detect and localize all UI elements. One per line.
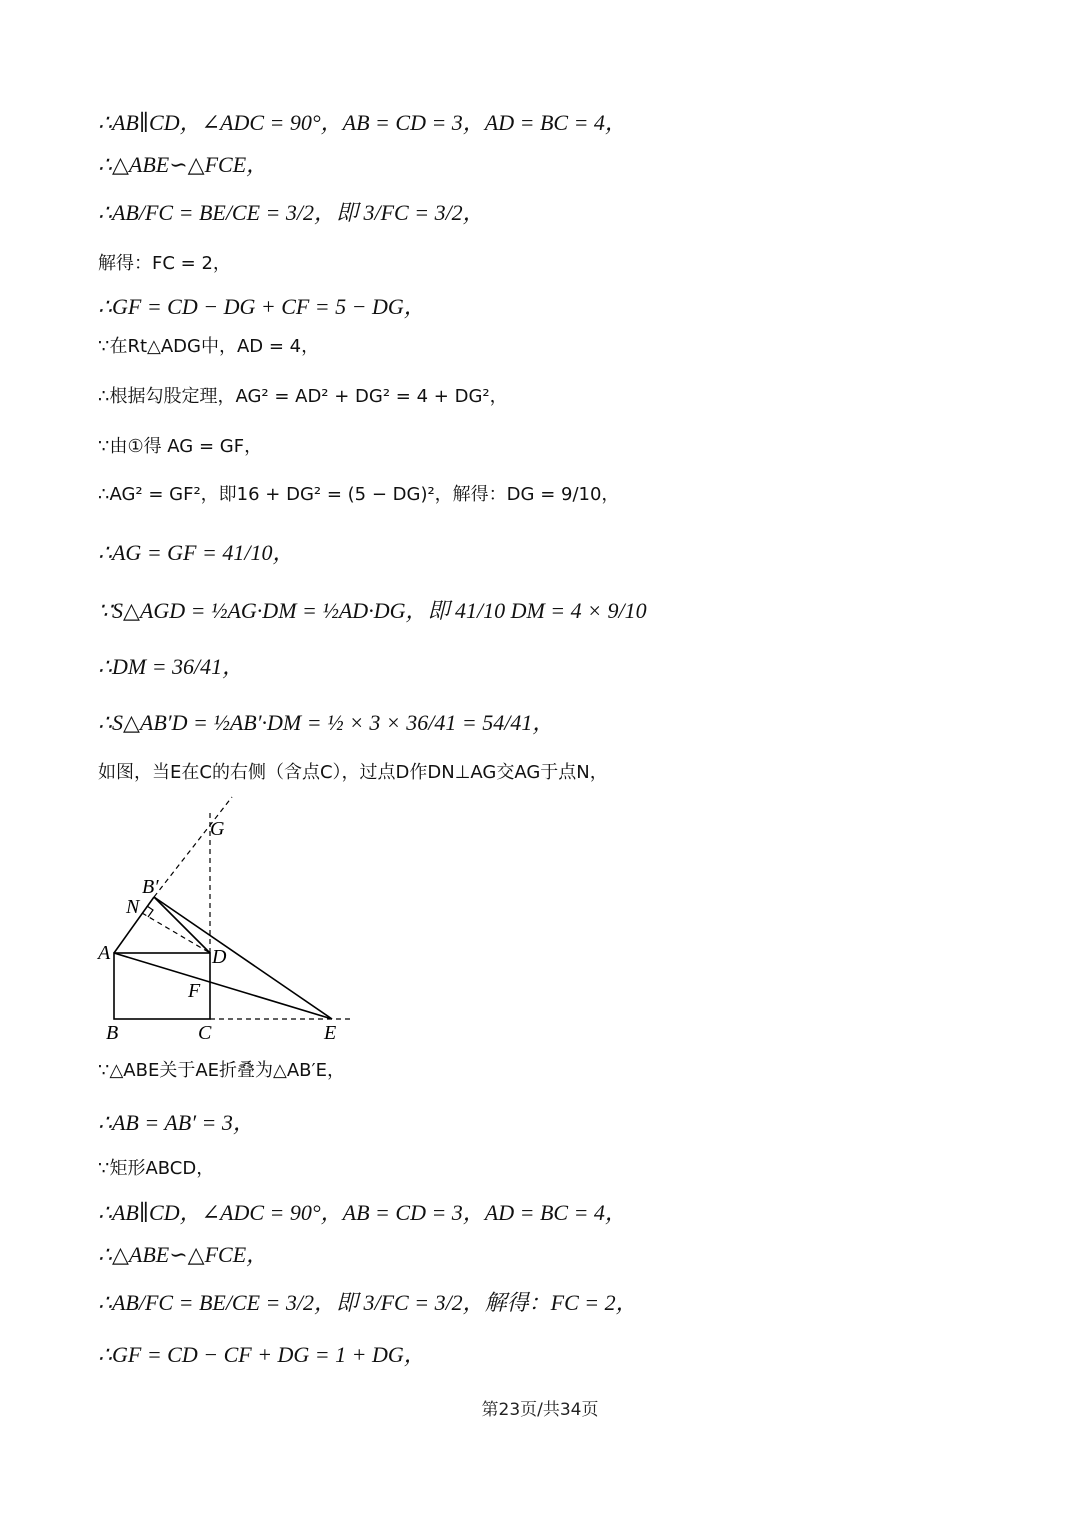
text-line-1: ∴AB∥CD，∠ADC = 90°，AB = CD = 3，AD = BC = 4， <box>98 110 627 135</box>
label-c: C <box>198 1022 212 1044</box>
text-line-7: ∴根据勾股定理，AG² = AD² + DG² = 4 + DG²， <box>98 386 508 407</box>
text-line-8: ∵由①得 AG = GF， <box>98 436 263 457</box>
text-line-20: ∴AB/FC = BE/CE = 3/2，即 3/FC = 3/2，解得：FC = 2， <box>98 1290 638 1315</box>
right-angle-mark <box>147 906 153 917</box>
label-b: B <box>106 1022 119 1044</box>
text-line-11: ∵S△AGD = ½AG·DM = ½AD·DG，即 41/10 DM = 4 × 9/10 <box>98 598 647 623</box>
text-line-15: ∵△ABE关于AE折叠为△AB′E， <box>98 1060 345 1081</box>
label-d: D <box>212 946 227 968</box>
text-line-17: ∵矩形ABCD， <box>98 1158 215 1179</box>
text-line-18: ∴AB∥CD，∠ADC = 90°，AB = CD = 3，AD = BC = 4， <box>98 1200 627 1225</box>
geometry-figure <box>92 795 362 1045</box>
label-a: A <box>98 942 111 964</box>
text-line-21: ∴GF = CD − CF + DG = 1 + DG， <box>98 1342 426 1367</box>
label-n: N <box>126 896 140 918</box>
text-line-12: ∴DM = 36/41， <box>98 654 245 679</box>
text-line-14: 如图，当E在C的右侧（含点C），过点D作DN⊥AG交AG于点N， <box>98 762 608 783</box>
text-line-19: ∴△ABE∽△FCE， <box>98 1242 269 1267</box>
segment-b-prime-e <box>154 897 332 1019</box>
page-footer: 第23页/共34页 <box>481 1400 599 1420</box>
text-line-2: ∴△ABE∽△FCE， <box>98 152 269 177</box>
label-g: G <box>210 818 225 840</box>
text-line-13: ∴S△AB′D = ½AB′·DM = ½ × 3 × 36/41 = 54/41， <box>98 710 555 735</box>
text-line-16: ∴AB = AB′ = 3， <box>98 1110 255 1135</box>
text-line-3: ∴AB/FC = BE/CE = 3/2，即 3/FC = 3/2， <box>98 200 485 225</box>
text-line-4: 解得：FC = 2， <box>98 253 231 274</box>
text-line-5: ∴GF = CD − DG + CF = 5 − DG， <box>98 294 426 319</box>
segment-b-prime-d <box>154 897 210 953</box>
label-b-prime: B′ <box>142 876 159 898</box>
text-line-6: ∵在Rt△ADG中，AD = 4， <box>98 336 320 357</box>
line-b-prime-g-dashed <box>154 797 232 897</box>
label-f: F <box>188 980 201 1002</box>
text-line-9: ∴AG² = GF²，即16 + DG² = (5 − DG)²，解得：DG = 9/10， <box>98 484 620 505</box>
text-line-10: ∴AG = GF = 41/10， <box>98 540 295 565</box>
label-e: E <box>324 1022 337 1044</box>
